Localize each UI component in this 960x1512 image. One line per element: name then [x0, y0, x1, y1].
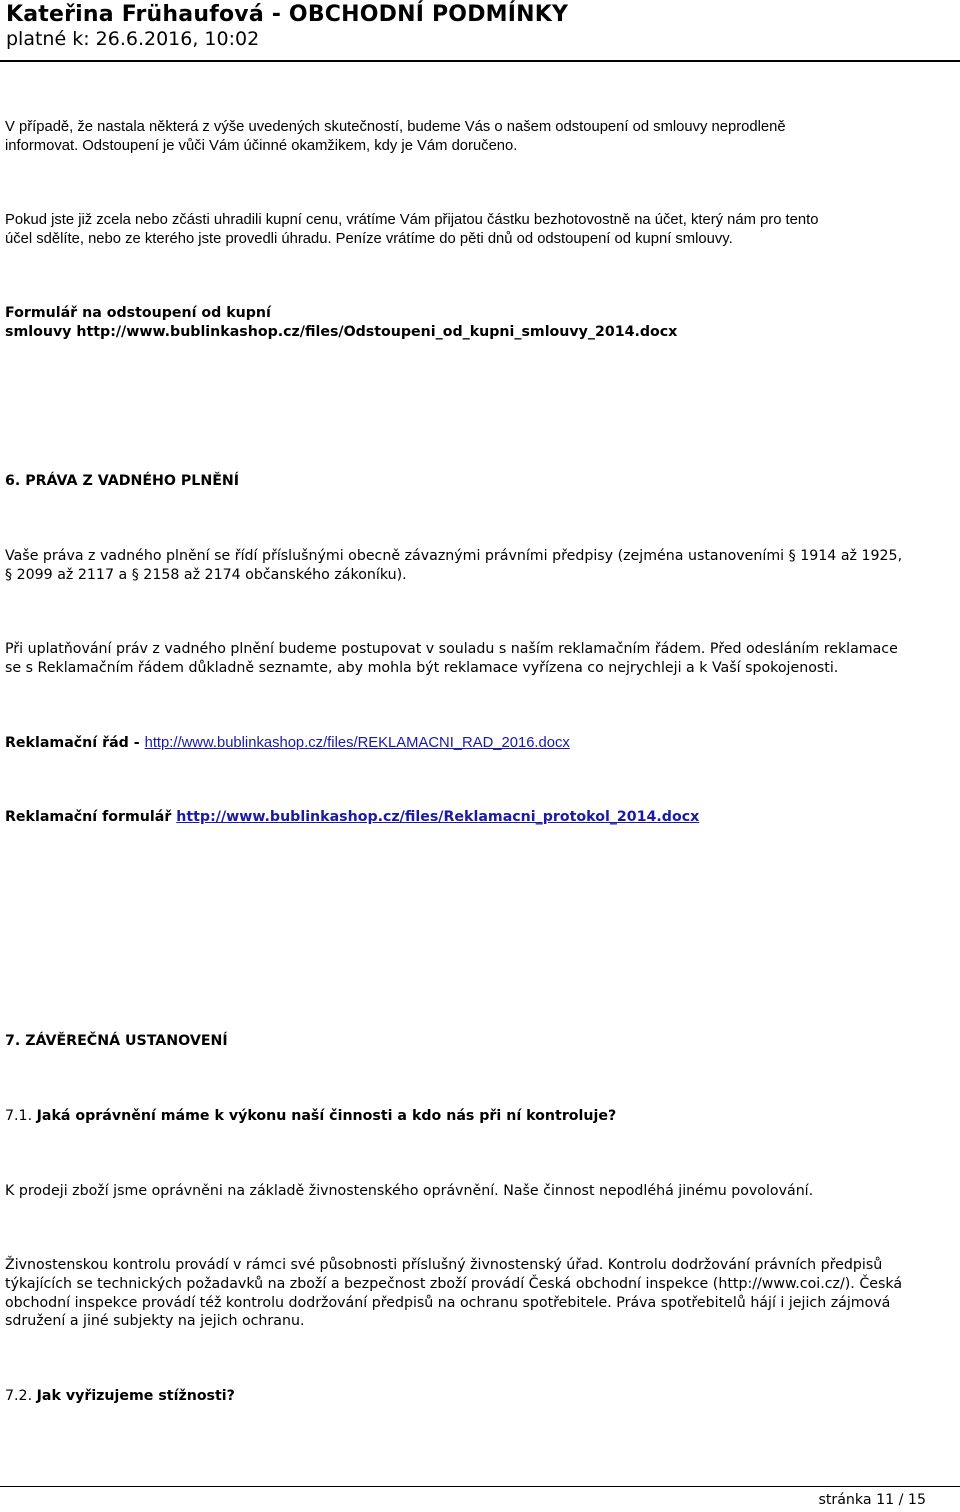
section-6-heading: 6. PRÁVA Z VADNÉHO PLNĚNÍ: [5, 473, 240, 489]
paragraph-line: informovat. Odstoupení je vůči Vám účinné okamžikem, kdy je Vám doručeno.: [5, 138, 518, 154]
validity-date: platné k: 26.6.2016, 10:02: [6, 28, 260, 50]
section-7-heading: 7. ZÁVĚREČNÁ USTANOVENÍ: [5, 1033, 228, 1049]
subsection-question: Jak vyřizujeme stížnosti?: [36, 1388, 235, 1404]
paragraph-line: se s Reklamačním řádem důkladně seznamte, aby mohla být reklamace vyřízena co nejrychleji a k Vaší spokojenosti.: [5, 660, 839, 676]
complaint-form-link[interactable]: http://www.bublinkashop.cz/files/Reklamacni_protokol_2014.docx: [176, 809, 700, 825]
paragraph-line: Pokud jste již zcela nebo zčásti uhradili kupní cenu, vrátíme Vám přijatou částku bezhotovostně na účet, který nám pro tento: [5, 212, 819, 228]
paragraph-line: Živnostenskou kontrolu provádí v rámci své působnosti příslušný živnostenský úřad. Kontrolu dodržování právních předpisů: [5, 1257, 883, 1273]
subsection-number: 7.1.: [5, 1108, 37, 1124]
subsection-number: 7.2.: [5, 1388, 37, 1404]
paragraph-line: obchodní inspekce provádí též kontrolu dodržování předpisů na ochranu spotřebitele. Práva spotřebitelů hájí i jejich zájmová: [5, 1295, 891, 1311]
withdrawal-form-label: Formulář na odstoupení od kupní: [5, 305, 271, 321]
header-divider: [0, 60, 960, 62]
complaint-form-label: Reklamační formulář: [5, 809, 177, 825]
footer-divider: [0, 1486, 960, 1487]
complaint-rules-row: [5, 734, 952, 752]
paragraph-line: týkajících se technických požadavků na zboží a bezpečnost zboží provádí Česká obchodní inspekce (http://www.coi.cz/). Česká: [5, 1276, 903, 1292]
paragraph-line: sdružení a jiné subjekty na jejich ochranu.: [5, 1313, 305, 1329]
document-title: Kateřina Frühaufová - OBCHODNÍ PODMÍNKY: [6, 2, 569, 27]
withdrawal-form-link[interactable]: smlouvy http://www.bublinkashop.cz/files/Odstoupeni_od_kupni_smlouvy_2014.docx: [5, 324, 678, 340]
paragraph-line: účel sdělíte, nebo ze kterého jste provedli úhradu. Peníze vrátíme do pěti dnů od odstoupení od kupní smlouvy.: [5, 231, 733, 247]
subsection-7-1-heading: [5, 1107, 952, 1125]
subsection-question: Jaká oprávnění máme k výkonu naší činnosti a kdo nás při ní kontroluje?: [36, 1108, 617, 1124]
paragraph-line: § 2099 až 2117 a § 2158 až 2174 občanského zákoníku).: [5, 567, 407, 583]
paragraph-line: K prodeji zboží jsme oprávněni na základě živnostenského oprávnění. Naše činnost nepodléhá jinému povolování.: [5, 1183, 814, 1199]
complaint-rules-label: Reklamační řád -: [5, 735, 145, 751]
paragraph-line: Vaše práva z vadného plnění se řídí příslušnými obecně závaznými právními předpisy (zejména ustanoveními § 1914 až 1925,: [5, 548, 903, 564]
page-number: stránka 11 / 15: [818, 1492, 926, 1508]
complaint-rules-link[interactable]: http://www.bublinkashop.cz/files/REKLAMACNI_RAD_2016.docx: [144, 735, 570, 751]
subsection-7-2-heading: [5, 1387, 952, 1405]
paragraph-line: V případě, že nastala některá z výše uvedených skutečností, budeme Vás o našem odstoupení od smlouvy neprodleně: [5, 119, 786, 135]
complaint-form-row: [5, 808, 952, 826]
paragraph-line: Při uplatňování práv z vadného plnění budeme postupovat v souladu s naším reklamačním řádem. Před odesláním reklamace: [5, 641, 898, 657]
